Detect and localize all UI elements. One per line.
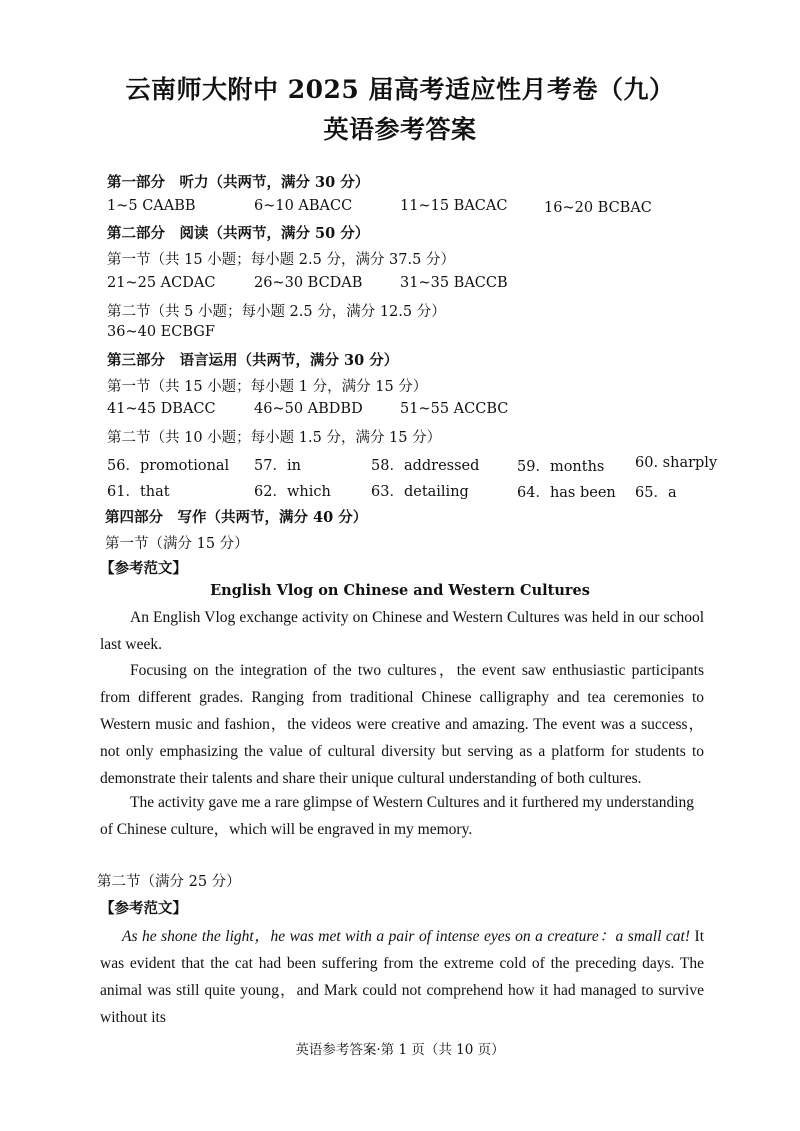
answer-item: 61．that [107,484,170,500]
answer-item: 63．detailing [371,484,469,500]
part3-section2-heading: 第二节（共 10 小题；每小题 1.5 分，满分 15 分） [107,430,442,446]
answer-group: 11~15 BACAC [400,198,508,214]
given-opening-sentence: As he shone the light，he was met with a pair of intense eyes on a creature：a small cat! [122,928,691,945]
part3-section1-heading: 第一节（共 15 小题；每小题 1 分，满分 15 分） [107,379,428,395]
answer-item: 56．promotional [107,458,230,474]
part2-section1-heading: 第一节（共 15 小题；每小题 2.5 分，满分 37.5 分） [107,252,455,268]
sample-essay-label: 【参考范文】 [100,900,187,917]
answer-group: 6~10 ABACC [254,198,353,214]
answer-item: 64．has been [517,485,616,501]
answer-group: 16~20 BCBAC [544,200,652,216]
continuation-paragraph [100,923,704,1031]
document-title: 云南师大附中 2025 届高考适应性月考卷（九） [125,75,675,104]
answer-group: 31~35 BACCB [400,275,508,291]
answer-item: 57．in [254,458,301,474]
essay-paragraph: Focusing on the integration of the two cultures，the event saw enthusiastic participants from different grades. Ranging from traditional Chinese calligraphy and tea ceremonies to Western music and fashion，the videos were creative and amazing. The event was a success，not only emphasizing the value of cultural diversity but serving as a platform for students to demonstrate their talents and share their unique cultural understanding of both cultures. [100,662,704,787]
answer-item: 59．months [517,459,605,475]
part2-heading: 第二部分 阅读（共两节，满分 50 分） [107,225,370,242]
answer-item: 65．a [635,485,677,501]
continuation-text: It was evident that the cat had been suffering from the extreme cold of the preceding days. The animal was still quite young，and Mark could not comprehend how it had managed to survive without its [100,928,704,1026]
document-subtitle: 英语参考答案 [323,115,477,144]
answer-group: 41~45 DBACC [107,401,216,417]
answer-item: 60. sharply [635,455,718,471]
answer-item: 62．which [254,484,331,500]
part4-section1-heading: 第一节（满分 15 分） [105,536,249,552]
answer-group: 26~30 BCDAB [254,275,363,291]
part1-heading: 第一部分 听力（共两节，满分 30 分） [107,174,370,191]
part4-heading: 第四部分 写作（共两节，满分 40 分） [105,509,368,526]
essay-paragraph: The activity gave me a rare glimpse of Western Cultures and it furthered my understanding of Chinese culture，which will be engraved in my memory. [100,794,695,838]
answer-group: 51~55 ACCBC [400,401,509,417]
part2-section2-heading: 第二节（共 5 小题；每小题 2.5 分，满分 12.5 分） [107,304,446,320]
sample-essay-label: 【参考范文】 [100,560,187,577]
essay-title: English Vlog on Chinese and Western Cultures [210,582,590,599]
answer-group: 21~25 ACDAC [107,275,216,291]
page-footer: 英语参考答案·第 1 页（共 10 页） [295,1042,505,1058]
answer-item: 58．addressed [371,458,480,474]
essay-paragraph: An English Vlog exchange activity on Chinese and Western Cultures was held in our school last week. [100,609,704,653]
answer-group: 1~5 CAABB [107,198,196,214]
part4-section2-heading: 第二节（满分 25 分） [97,874,241,890]
answer-group: 36~40 ECBGF [107,324,215,340]
answer-group: 46~50 ABDBD [254,401,363,417]
part3-heading: 第三部分 语言运用（共两节，满分 30 分） [107,352,399,369]
